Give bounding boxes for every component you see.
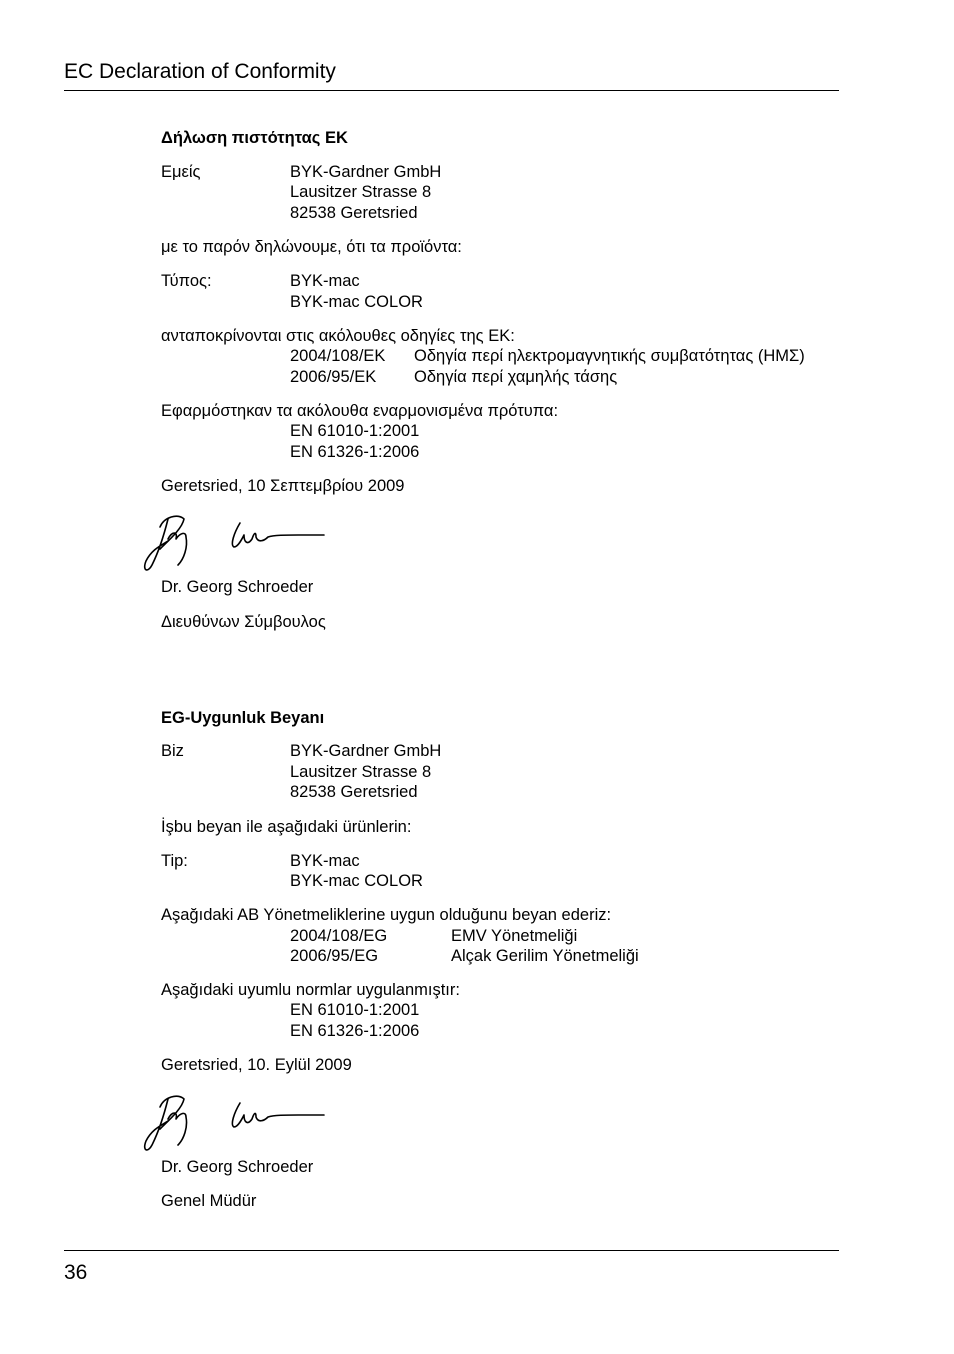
greek-directive-code-2: 2006/95/EK [290, 368, 377, 386]
greek-product-1: BYK-mac [290, 272, 360, 290]
turkish-directive-code-1: 2004/108/EG [290, 927, 388, 945]
turkish-company-name: BYK-Gardner GmbH [290, 742, 442, 760]
greek-company-street: Lausitzer Strasse 8 [290, 183, 432, 201]
turkish-declare-text: İşbu beyan ile aşağıdaki ürünlerin: [161, 818, 412, 836]
turkish-standard-1: EN 61010-1:2001 [290, 1001, 420, 1019]
page-number: 36 [64, 1261, 88, 1284]
greek-signer-name: Dr. Georg Schroeder [161, 578, 314, 596]
greek-product-2: BYK-mac COLOR [290, 293, 423, 311]
turkish-signer-title: Genel Müdür [161, 1192, 257, 1210]
turkish-company-street: Lausitzer Strasse 8 [290, 763, 432, 781]
header-rule [64, 90, 839, 91]
turkish-directives-intro: Aşağıdaki AB Yönetmeliklerine uygun olduğunu beyan ederiz: [161, 906, 612, 924]
turkish-signature [138, 1085, 338, 1155]
turkish-directive-desc-1: EMV Yönetmeliği [451, 927, 578, 945]
turkish-directive-code-2: 2006/95/EG [290, 947, 379, 965]
greek-place-date: Geretsried, 10 Σεπτεμβρίου 2009 [161, 477, 405, 495]
turkish-heading: EG-Uygunluk Beyanı [161, 709, 325, 727]
greek-directives-intro: ανταποκρίνονται στις ακόλουθες οδηγίες της ΕΚ: [161, 327, 515, 345]
turkish-place-date: Geretsried, 10. Eylül 2009 [161, 1056, 352, 1074]
turkish-type-label: Tip: [161, 852, 188, 870]
greek-declare-text: με το παρόν δηλώνουμε, ότι τα προϊόντα: [161, 238, 462, 256]
turkish-product-2: BYK-mac COLOR [290, 872, 423, 890]
greek-signature [138, 505, 338, 575]
greek-standard-2: EN 61326-1:2006 [290, 443, 420, 461]
greek-type-label: Τύπος: [161, 272, 212, 290]
greek-company-city: 82538 Geretsried [290, 204, 418, 222]
turkish-standard-2: EN 61326-1:2006 [290, 1022, 420, 1040]
greek-directive-code-1: 2004/108/EK [290, 347, 386, 365]
greek-we-label: Εμείς [161, 163, 201, 181]
turkish-standards-intro: Aşağıdaki uyumlu normlar uygulanmıştır: [161, 981, 460, 999]
greek-signer-title: Διευθύνων Σύμβουλος [161, 613, 326, 631]
greek-directive-desc-2: Οδηγία περί χαμηλής τάσης [414, 368, 618, 386]
turkish-directive-desc-2: Alçak Gerilim Yönetmeliği [451, 947, 639, 965]
page-header-title: EC Declaration of Conformity [64, 60, 336, 83]
turkish-signer-name: Dr. Georg Schroeder [161, 1158, 314, 1176]
turkish-we-label: Biz [161, 742, 184, 760]
greek-standards-intro: Εφαρμόστηκαν τα ακόλουθα εναρμονισμένα πρότυπα: [161, 402, 559, 420]
footer-rule [64, 1250, 839, 1251]
greek-heading: Δήλωση πιστότητας ΕΚ [161, 129, 348, 147]
turkish-company-city: 82538 Geretsried [290, 783, 418, 801]
turkish-product-1: BYK-mac [290, 852, 360, 870]
greek-standard-1: EN 61010-1:2001 [290, 422, 420, 440]
greek-company-name: BYK-Gardner GmbH [290, 163, 442, 181]
greek-directive-desc-1: Οδηγία περί ηλεκτρομαγνητικής συμβατότητας (ΗΜΣ) [414, 347, 805, 365]
